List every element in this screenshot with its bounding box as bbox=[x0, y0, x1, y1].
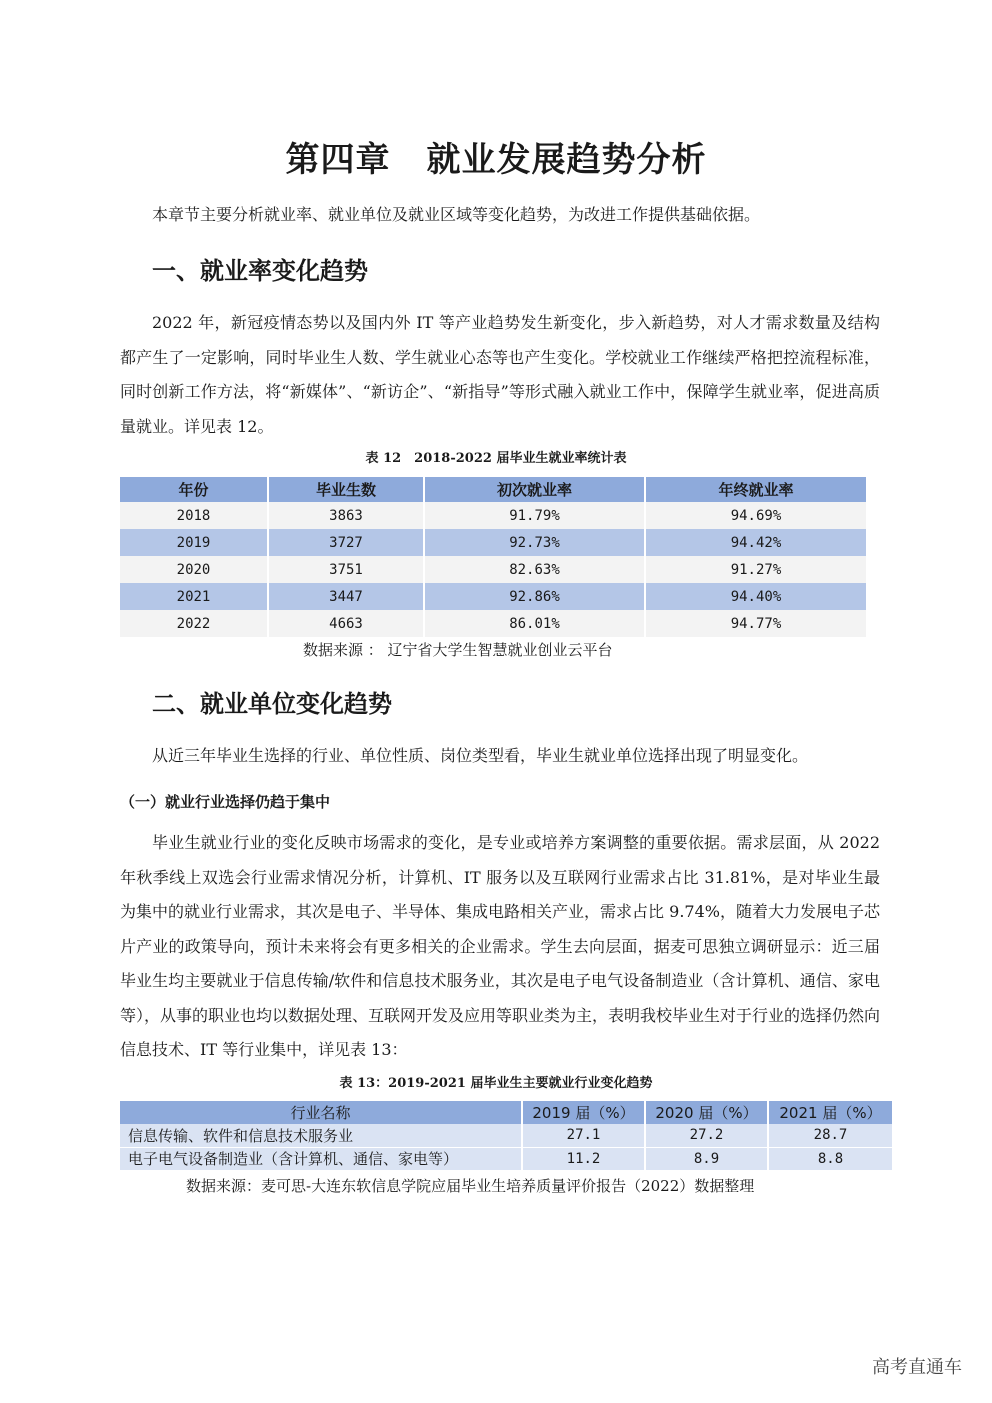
cell-year: 2022 bbox=[120, 610, 268, 637]
table-row bbox=[120, 502, 866, 529]
section-heading-employer: 二、就业单位变化趋势 bbox=[152, 690, 392, 718]
cell-final-rate: 94.42% bbox=[645, 529, 866, 556]
cell-graduates: 3751 bbox=[268, 556, 424, 583]
table-row bbox=[120, 610, 866, 637]
cell-2021: 28.7 bbox=[768, 1124, 892, 1147]
header-2020: 2020 届（%） bbox=[645, 1101, 768, 1124]
header-final-rate: 年终就业率 bbox=[645, 477, 866, 502]
table-header-row bbox=[120, 1101, 892, 1124]
table-row bbox=[120, 1147, 892, 1170]
section2-paragraph: 毕业生就业行业的变化反映市场需求的变化，是专业或培养方案调整的重要依据。需求层面，从 2022 年秋季线上双选会行业需求情况分析，计算机、IT 服务以及互联网行业需求占比 31.81%，是对毕业生最为集中的就业行业需求，其次是电子、半导体、集成电路相关产业，需求占比 9.74%，随着大力发展电子芯片产业的政策导向，预计未来将会有更多相关的企业需求。学生去向层面，据麦可思独立调研显示：近三届毕业生均主要就业于信息传输/软件和信息技术服务业，其次是电子电气设备制造业（含计算机、通信、家电等），从事的职业也均以数据处理、互联网开发及应用等职业类为主，表明我校毕业生对于行业的选择仍然向信息技术、IT 等行业集中，详见表 13： bbox=[120, 833, 881, 1059]
cell-final-rate: 94.69% bbox=[645, 502, 866, 529]
cell-year: 2020 bbox=[120, 556, 268, 583]
cell-graduates: 4663 bbox=[268, 610, 424, 637]
cell-year: 2021 bbox=[120, 583, 268, 610]
table12-caption: 表 12 2018-2022 届毕业生就业率统计表 bbox=[365, 451, 627, 466]
header-2021: 2021 届（%） bbox=[768, 1101, 892, 1124]
cell-initial-rate: 92.73% bbox=[424, 529, 645, 556]
cell-2021: 8.8 bbox=[768, 1147, 892, 1170]
chapter-name: 就业发展趋势分析 bbox=[426, 140, 707, 180]
cell-2019: 27.1 bbox=[522, 1124, 645, 1147]
employment-rate-table bbox=[120, 477, 866, 637]
header-year: 年份 bbox=[120, 477, 268, 502]
table-row bbox=[120, 529, 866, 556]
header-2019: 2019 届（%） bbox=[522, 1101, 645, 1124]
cell-industry: 电子电气设备制造业（含计算机、通信、家电等） bbox=[120, 1147, 522, 1170]
cell-year: 2018 bbox=[120, 502, 268, 529]
cell-industry: 信息传输、软件和信息技术服务业 bbox=[120, 1124, 522, 1147]
header-graduates: 毕业生数 bbox=[268, 477, 424, 502]
section-heading-employment-rate: 一、就业率变化趋势 bbox=[152, 257, 368, 285]
cell-initial-rate: 91.79% bbox=[424, 502, 645, 529]
section2-intro: 从近三年毕业生选择的行业、单位性质、岗位类型看，毕业生就业单位选择出现了明显变化。 bbox=[152, 746, 809, 765]
chapter-number: 第四章 bbox=[285, 140, 391, 180]
industry-trend-table bbox=[120, 1101, 892, 1171]
cell-initial-rate: 82.63% bbox=[424, 556, 645, 583]
table-row bbox=[120, 583, 866, 610]
watermark: 高考直通车 bbox=[872, 1357, 962, 1378]
table12-source: 数据来源 ： 辽宁省大学生智慧就业创业云平台 bbox=[303, 641, 613, 659]
cell-initial-rate: 86.01% bbox=[424, 610, 645, 637]
cell-2020: 8.9 bbox=[645, 1147, 768, 1170]
table-header-row bbox=[120, 477, 866, 502]
cell-initial-rate: 92.86% bbox=[424, 583, 645, 610]
sub-heading-industry: （一）就业行业选择仍趋于集中 bbox=[120, 793, 331, 811]
cell-final-rate: 94.77% bbox=[645, 610, 866, 637]
header-initial-rate: 初次就业率 bbox=[424, 477, 645, 502]
chapter-title bbox=[0, 132, 992, 181]
table13-caption: 表 13：2019-2021 届毕业生主要就业行业变化趋势 bbox=[339, 1076, 653, 1091]
table-row bbox=[120, 1124, 892, 1147]
cell-graduates: 3863 bbox=[268, 502, 424, 529]
table13-source: 数据来源：麦可思-大连东软信息学院应届毕业生培养质量评价报告（2022）数据整理 bbox=[186, 1177, 755, 1195]
cell-graduates: 3447 bbox=[268, 583, 424, 610]
chapter-intro: 本章节主要分析就业率、就业单位及就业区域等变化趋势，为改进工作提供基础依据。 bbox=[152, 205, 761, 224]
cell-final-rate: 91.27% bbox=[645, 556, 866, 583]
cell-year: 2019 bbox=[120, 529, 268, 556]
table-row bbox=[120, 556, 866, 583]
cell-2019: 11.2 bbox=[522, 1147, 645, 1170]
header-industry: 行业名称 bbox=[120, 1101, 522, 1124]
section1-paragraph: 2022 年，新冠疫情态势以及国内外 IT 等产业趋势发生新变化，步入新趋势，对人才需求数量及结构都产生了一定影响，同时毕业生人数、学生就业心态等也产生变化。学校就业工作继续严格把控流程标准，同时创新工作方法，将“新媒体”、“新访企”、“新指导”等形式融入就业工作中，保障学生就业率，促进高质量就业。详见表 12。 bbox=[120, 313, 880, 436]
cell-2020: 27.2 bbox=[645, 1124, 768, 1147]
cell-graduates: 3727 bbox=[268, 529, 424, 556]
cell-final-rate: 94.40% bbox=[645, 583, 866, 610]
